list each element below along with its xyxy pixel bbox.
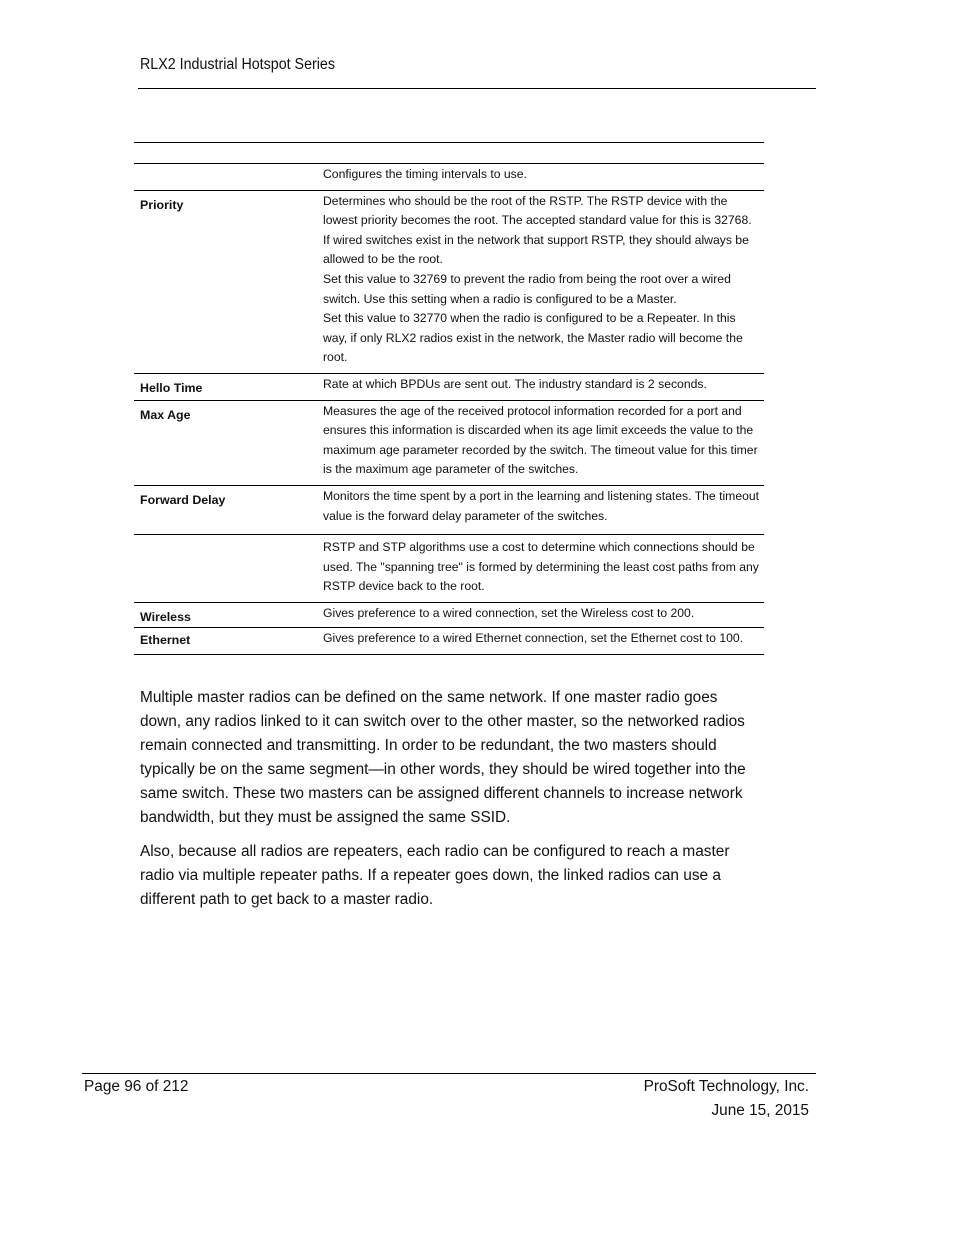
priority-desc-line-3: Set this value to 32770 when the radio is configured to be a Repeater. In this way, if only RLX2 radios exist in the network, the Master radio will become the root. [323, 311, 743, 365]
table-row-forward-delay [134, 485, 764, 534]
param-name-max-age: Max Age [134, 400, 318, 485]
page-number: Page 96 of 212 [84, 1078, 189, 1095]
table-row-priority [134, 190, 764, 373]
table-row-max-age [134, 400, 764, 485]
header-divider [138, 88, 816, 89]
timing-intro-text: Configures the timing intervals to use. [318, 164, 764, 191]
param-desc-hello-time: Rate at which BPDUs are sent out. The industry standard is 2 seconds. [318, 373, 764, 400]
priority-desc-line-2: Set this value to 32769 to prevent the radio from being the root over a wired switch. Use this setting when a radio is configured to be a Master. [323, 271, 731, 306]
publication-date: June 15, 2015 [711, 1102, 809, 1119]
param-desc-priority [318, 190, 764, 373]
param-name-ethernet: Ethernet [134, 628, 318, 655]
body-paragraph-2: Also, because all radios are repeaters, each radio can be configured to reach a master radio via multiple repeater paths. If a repeater goes down, the linked radios can use a different path to get back to a master radio. [140, 843, 730, 908]
table-row-wireless [134, 602, 764, 628]
param-desc-forward-delay: Monitors the time spent by a port in the learning and listening states. The timeout value is the forward delay parameter of the switches. [318, 485, 764, 534]
param-name-forward-delay: Forward Delay [134, 485, 318, 534]
rstp-parameter-table [134, 142, 764, 655]
param-desc-max-age: Measures the age of the received protocol information recorded for a port and ensures this information is discarded when its age limit exceeds the value to the maximum age parameter recorded by the switch. The timeout value for this timer is the maximum age parameter of the switches. [318, 400, 764, 485]
param-desc-ethernet: Gives preference to a wired Ethernet connection, set the Ethernet cost to 100. [318, 628, 764, 655]
footer-publisher [644, 1075, 809, 1123]
table-row-ethernet [134, 628, 764, 655]
body-paragraph-1: Multiple master radios can be defined on the same network. If one master radio goes down, any radios linked to it can switch over to the other master, so the networked radios remain connected and transmitting. In order to be redundant, the two masters should typically be on the same segment—in other words, they should be wired together into the same switch. These two masters can be assigned different channels to increase network bandwidth, but they must be assigned the same SSID. [140, 689, 746, 826]
param-name-wireless: Wireless [134, 602, 318, 628]
table-row-cost-intro [134, 535, 764, 603]
param-name-priority: Priority [134, 190, 318, 373]
param-desc-wireless: Gives preference to a wired connection, set the Wireless cost to 200. [318, 602, 764, 628]
cost-intro-text: RSTP and STP algorithms use a cost to determine which connections should be used. The "spanning tree" is formed by determining the least cost paths from any RSTP device back to the root. [318, 535, 764, 603]
table-row-timing-intro [134, 164, 764, 191]
table-row-hello-time [134, 373, 764, 400]
company-name: ProSoft Technology, Inc. [643, 1078, 809, 1095]
footer-divider [82, 1073, 816, 1074]
param-name-hello-time: Hello Time [134, 373, 318, 400]
body-text [140, 686, 760, 922]
running-header: RLX2 Industrial Hotspot Series [140, 56, 335, 73]
table-header-row [134, 143, 764, 164]
priority-desc-line-1: Determines who should be the root of the RSTP. The RSTP device with the lowest priority becomes the root. The accepted standard value for this is 32768. If wired switches exist in the network that support RSTP, they should always be allowed to be the root. [323, 193, 752, 267]
